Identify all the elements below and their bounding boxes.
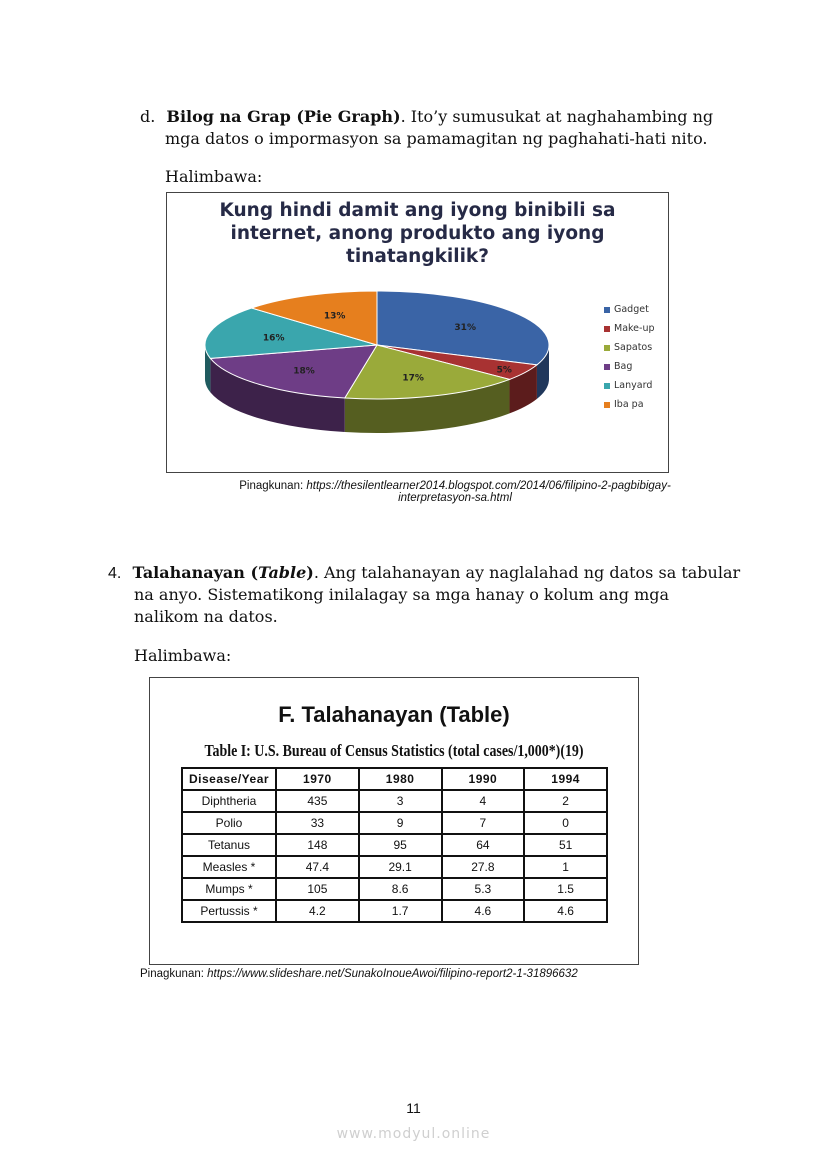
pie-chart-figure bbox=[166, 192, 669, 473]
table-cell: 29.1 bbox=[359, 856, 442, 878]
table-row bbox=[182, 812, 607, 834]
table-cell: 0 bbox=[524, 812, 607, 834]
legend-label: Sapatos bbox=[614, 342, 653, 353]
table-cell: Pertussis * bbox=[182, 900, 276, 922]
legend-swatch bbox=[604, 402, 610, 408]
table-cell: 9 bbox=[359, 812, 442, 834]
table-cell: 8.6 bbox=[359, 878, 442, 900]
pie-source bbox=[190, 480, 720, 504]
table-cell: 4.2 bbox=[276, 900, 359, 922]
list-marker: d. bbox=[140, 107, 156, 126]
section-4-line3: nalikom na datos. bbox=[134, 607, 278, 626]
pie-data-label: 16% bbox=[262, 333, 285, 344]
legend-swatch bbox=[604, 364, 610, 370]
table-caption: Table I: U.S. Bureau of Census Statistics (total cases/1,000*)(19) bbox=[204, 741, 584, 760]
chart-title-line: tinatangkilik? bbox=[346, 246, 489, 267]
pie-chart bbox=[167, 193, 668, 472]
table-row bbox=[182, 878, 607, 900]
table-cell: 95 bbox=[359, 834, 442, 856]
legend-entry bbox=[604, 376, 655, 395]
column-header: 1980 bbox=[359, 768, 442, 790]
pie-data-label: 17% bbox=[402, 373, 424, 384]
chart-title-line: internet, anong produkto ang iyong bbox=[230, 223, 605, 244]
legend-label: Lanyard bbox=[614, 380, 653, 391]
page-number: 11 bbox=[406, 1100, 421, 1116]
table-heading: F. Talahanayan (Table) bbox=[278, 702, 510, 727]
legend-entry bbox=[604, 338, 655, 357]
column-header: 1970 bbox=[276, 768, 359, 790]
term-part: Talahanayan ( bbox=[132, 563, 259, 582]
example-label: Halimbawa: bbox=[165, 167, 263, 186]
legend-label: Make-up bbox=[614, 323, 655, 334]
legend-swatch bbox=[604, 383, 610, 389]
table-cell: 5.3 bbox=[442, 878, 525, 900]
table-cell: 7 bbox=[442, 812, 525, 834]
table-cell: 1.7 bbox=[359, 900, 442, 922]
section-4-line1 bbox=[108, 562, 788, 585]
legend-entry bbox=[604, 357, 655, 376]
definition-text: . Ang talahanayan ay naglalahad ng datos sa tabular bbox=[313, 563, 741, 582]
pie-data-label: 5% bbox=[496, 365, 512, 376]
source-label: Pinagkunan: bbox=[239, 480, 304, 492]
legend-label: Iba pa bbox=[614, 399, 644, 410]
table-cell: 4.6 bbox=[524, 900, 607, 922]
section-d-line2: mga datos o impormasyon sa pamamagitan ng paghahati-hati nito. bbox=[165, 129, 708, 148]
table-cell: 33 bbox=[276, 812, 359, 834]
example-label: Halimbawa: bbox=[134, 646, 232, 665]
term-part: ) bbox=[306, 563, 314, 582]
legend-label: Bag bbox=[614, 361, 633, 372]
table-cell: 105 bbox=[276, 878, 359, 900]
table-cell: 435 bbox=[276, 790, 359, 812]
table-figure bbox=[149, 677, 639, 965]
definition-text: . Ito’y sumusukat at naghahambing ng bbox=[400, 107, 714, 126]
list-marker: 4. bbox=[108, 565, 122, 582]
table-cell: 1 bbox=[524, 856, 607, 878]
table-cell: 4.6 bbox=[442, 900, 525, 922]
table-cell: Tetanus bbox=[182, 834, 276, 856]
source-url: interpretasyon-sa.html bbox=[398, 492, 512, 504]
chart-legend bbox=[604, 300, 655, 414]
table-cell: 148 bbox=[276, 834, 359, 856]
term-table bbox=[132, 563, 313, 582]
section-4-line2: na anyo. Sistematikong inilalagay sa mga hanay o kolum ang mga bbox=[134, 585, 670, 604]
pie-data-label: 13% bbox=[323, 311, 346, 322]
column-header: 1990 bbox=[442, 768, 525, 790]
table-cell: 51 bbox=[524, 834, 607, 856]
table-cell: 2 bbox=[524, 790, 607, 812]
watermark: www.modyul.online bbox=[336, 1126, 491, 1142]
legend-swatch bbox=[604, 326, 610, 332]
pie-data-label: 18% bbox=[293, 366, 315, 377]
legend-swatch bbox=[604, 345, 610, 351]
census-table bbox=[181, 767, 608, 923]
table-cell: 4 bbox=[442, 790, 525, 812]
chart-title-line: Kung hindi damit ang iyong binibili sa bbox=[219, 200, 616, 221]
table-cell: 1.5 bbox=[524, 878, 607, 900]
legend-entry bbox=[604, 395, 655, 414]
table-cell: 64 bbox=[442, 834, 525, 856]
legend-entry bbox=[604, 300, 655, 319]
table-cell: Mumps * bbox=[182, 878, 276, 900]
source-url: https://www.slideshare.net/SunakoInoueAwoi/filipino-report2-1-31896632 bbox=[207, 968, 578, 980]
legend-label: Gadget bbox=[614, 304, 649, 315]
table-cell: 47.4 bbox=[276, 856, 359, 878]
table-header-row bbox=[182, 768, 607, 790]
column-header: 1994 bbox=[524, 768, 607, 790]
table-row bbox=[182, 900, 607, 922]
source-label: Pinagkunan: bbox=[140, 968, 204, 980]
table-row bbox=[182, 834, 607, 856]
table-source bbox=[140, 968, 660, 980]
legend-entry bbox=[604, 319, 655, 338]
legend-swatch bbox=[604, 307, 610, 313]
table-cell: 3 bbox=[359, 790, 442, 812]
pie-data-label: 31% bbox=[454, 323, 476, 334]
table-cell: Polio bbox=[182, 812, 276, 834]
term-pie-graph: Bilog na Grap (Pie Graph) bbox=[166, 107, 401, 126]
pie-slices bbox=[205, 291, 549, 399]
table-row bbox=[182, 856, 607, 878]
table-row bbox=[182, 790, 607, 812]
column-header: Disease/Year bbox=[182, 768, 276, 790]
table-cell: Diphtheria bbox=[182, 790, 276, 812]
section-d-line1 bbox=[140, 106, 780, 128]
table-cell: Measles * bbox=[182, 856, 276, 878]
source-url: https://thesilentlearner2014.blogspot.com/2014/06/filipino-2-pagbibigay- bbox=[306, 480, 671, 492]
term-part: Table bbox=[258, 563, 307, 582]
table-cell: 27.8 bbox=[442, 856, 525, 878]
